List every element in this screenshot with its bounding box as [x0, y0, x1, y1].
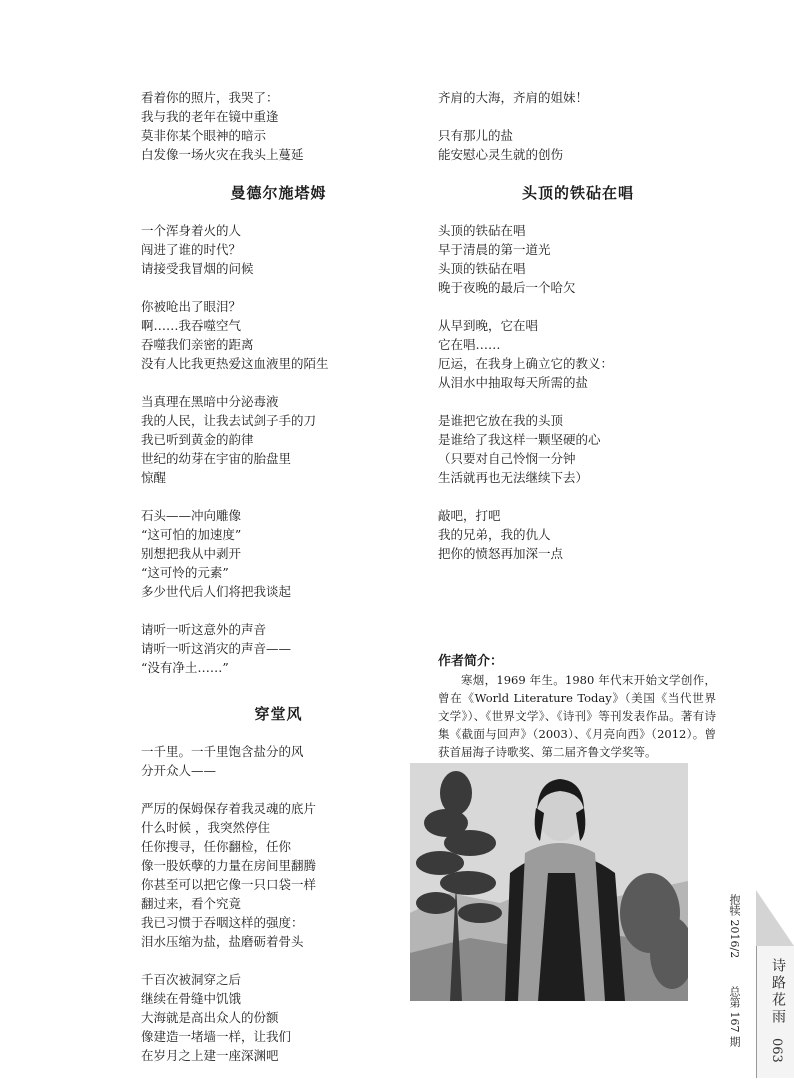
poem-line: 我的人民，让我去试剑子手的刀 — [141, 413, 317, 428]
intro-stanza — [141, 88, 416, 164]
poem-title-mandelstam: 曼德尔施塔姆 — [230, 184, 327, 202]
poem-line: 像一股妖孽的力量在房间里翻腾 — [141, 858, 317, 873]
poem-line: （只要对自己怜悯一分钟 — [438, 451, 576, 466]
page-sidebar — [728, 890, 794, 1078]
section-name: 诗路花雨 — [770, 958, 786, 1026]
stanza — [438, 126, 718, 164]
poem-line: 看着你的照片，我哭了： — [141, 90, 279, 105]
stanza — [438, 316, 718, 392]
poem-line: 早于清晨的第一道光 — [438, 242, 551, 257]
poem-line: 晚于夜晚的最后一个哈欠 — [438, 280, 576, 295]
author-heading: 作者简介： — [438, 654, 504, 669]
poem-line: 头顶的铁砧在唱 — [438, 223, 526, 238]
poem-line: 分开众人—— — [141, 763, 217, 778]
stanza — [141, 620, 416, 677]
poem-line: 一千里。一千里饱含盐分的风 — [141, 744, 304, 759]
author-photo — [410, 763, 688, 1001]
poem-line: 石头——冲向雕像 — [141, 508, 242, 523]
poem-line: 请听一听这消灾的声音—— — [141, 641, 292, 656]
poem-line: 把你的愤怒再加深一点 — [438, 546, 564, 561]
poem-line: 请接受我冒烟的问候 — [141, 261, 254, 276]
poem-line: 你被呛出了眼泪？ — [141, 299, 242, 314]
stanza — [141, 392, 416, 487]
poem-line: 千百次被洞穿之后 — [141, 972, 242, 987]
left-column — [141, 88, 416, 1084]
poem-line: 厄运，在我身上确立它的教义： — [438, 356, 614, 371]
poem-line: 它在唱…… — [438, 337, 501, 352]
page-fold-decoration — [756, 890, 794, 946]
stanza — [141, 799, 416, 951]
poem-line: 请听一听这意外的声音 — [141, 622, 267, 637]
stanza — [141, 742, 416, 780]
poem-line: 吞噬我们亲密的距离 — [141, 337, 254, 352]
total-issue-label: 总第 167 期 — [728, 986, 741, 1047]
poem-line: 白发像一场火灾在我头上蔓延 — [141, 147, 304, 162]
stanza — [438, 88, 718, 107]
poem-line: 闯进了谁的时代？ — [141, 242, 242, 257]
poem-line: 我已习惯于吞咽这样的强度： — [141, 915, 304, 930]
section-tab — [756, 946, 794, 1078]
poem-line: 敲吧，打吧 — [438, 508, 501, 523]
poem-line: 泪水压缩为盐，盐磨砺着骨头 — [141, 934, 304, 949]
author-photo-illustration — [410, 763, 688, 1001]
poem-line: 严厉的保姆保存着我灵魂的底片 — [141, 801, 317, 816]
stanza — [438, 411, 718, 487]
poem-line: 能安慰心灵生就的创伤 — [438, 147, 564, 162]
poem-line: 你甚至可以把它像一只口袋一样 — [141, 877, 317, 892]
poem-line: “这可怕的加速度” — [141, 527, 242, 542]
stanza — [141, 506, 416, 601]
page-number: 063 — [769, 1038, 784, 1063]
poem-line: 我的兄弟，我的仇人 — [438, 527, 551, 542]
poem-line: 多少世代后人们将把我谈起 — [141, 584, 292, 599]
poem-line: 是谁给了我这样一颗坚硬的心 — [438, 432, 601, 447]
stanza — [438, 221, 718, 297]
issue-label: 抱犊 2016/2 — [728, 894, 741, 959]
stanza — [141, 297, 416, 373]
poem-line: 像建造一堵墙一样，让我们 — [141, 1029, 292, 1044]
poem-line: 在岁月之上建一座深渊吧 — [141, 1048, 279, 1063]
poem-line: 翻过来，看个究竟 — [141, 896, 242, 911]
author-bio: 寒烟，1969 年生。1980 年代末开始文学创作，曾在《World Literature Today》（美国《当代世界文学》）、《世界文学》、《诗刊》等刊发表作品。著有诗集《截面与回声》（2003）、《月亮向西》（2012）。曾获首届海子诗歌奖、第二届齐鲁文学奖等。 — [438, 673, 716, 759]
poem-line: 别想把我从中剥开 — [141, 546, 242, 561]
poem-line: 当真理在黑暗中分泌毒液 — [141, 394, 279, 409]
poem-line: 继续在骨缝中饥饿 — [141, 991, 242, 1006]
poem-line: 什么时候 ，我突然停住 — [141, 820, 270, 835]
poem-line: 世纪的幼芽在宇宙的胎盘里 — [141, 451, 292, 466]
poem-line: 惊醒 — [141, 470, 167, 485]
poem-line: 没有人比我更热爱这血液里的陌生 — [141, 356, 329, 371]
poem-title-draft: 穿堂风 — [254, 705, 303, 723]
stanza — [438, 506, 718, 563]
poem-line: 一个浑身着火的人 — [141, 223, 242, 238]
poem-title-anvil: 头顶的铁砧在唱 — [521, 184, 634, 202]
poem-line: “这可怜的元素” — [141, 565, 229, 580]
poem-line: 从早到晚，它在唱 — [438, 318, 539, 333]
poem-line: 是谁把它放在我的头顶 — [438, 413, 564, 428]
right-column — [438, 88, 718, 761]
poem-line: 任你搜寻，任你翻检，任你 — [141, 839, 292, 854]
poem-line: 头顶的铁砧在唱 — [438, 261, 526, 276]
poem-line: 齐肩的大海，齐肩的姐妹！ — [438, 90, 589, 105]
poem-line: “没有净土……” — [141, 660, 229, 675]
poem-line: 从泪水中抽取每天所需的盐 — [438, 375, 589, 390]
poem-line: 生活就再也无法继续下去） — [438, 470, 589, 485]
stanza — [141, 221, 416, 278]
poem-line: 只有那儿的盐 — [438, 128, 514, 143]
poem-line: 我与我的老年在镜中重逢 — [141, 109, 279, 124]
poem-line: 我已听到黄金的韵律 — [141, 432, 254, 447]
poem-line: 莫非你某个眼神的暗示 — [141, 128, 267, 143]
poem-line: 啊……我吞噬空气 — [141, 318, 242, 333]
poem-line: 大海就是高出众人的份额 — [141, 1010, 279, 1025]
stanza — [141, 970, 416, 1065]
